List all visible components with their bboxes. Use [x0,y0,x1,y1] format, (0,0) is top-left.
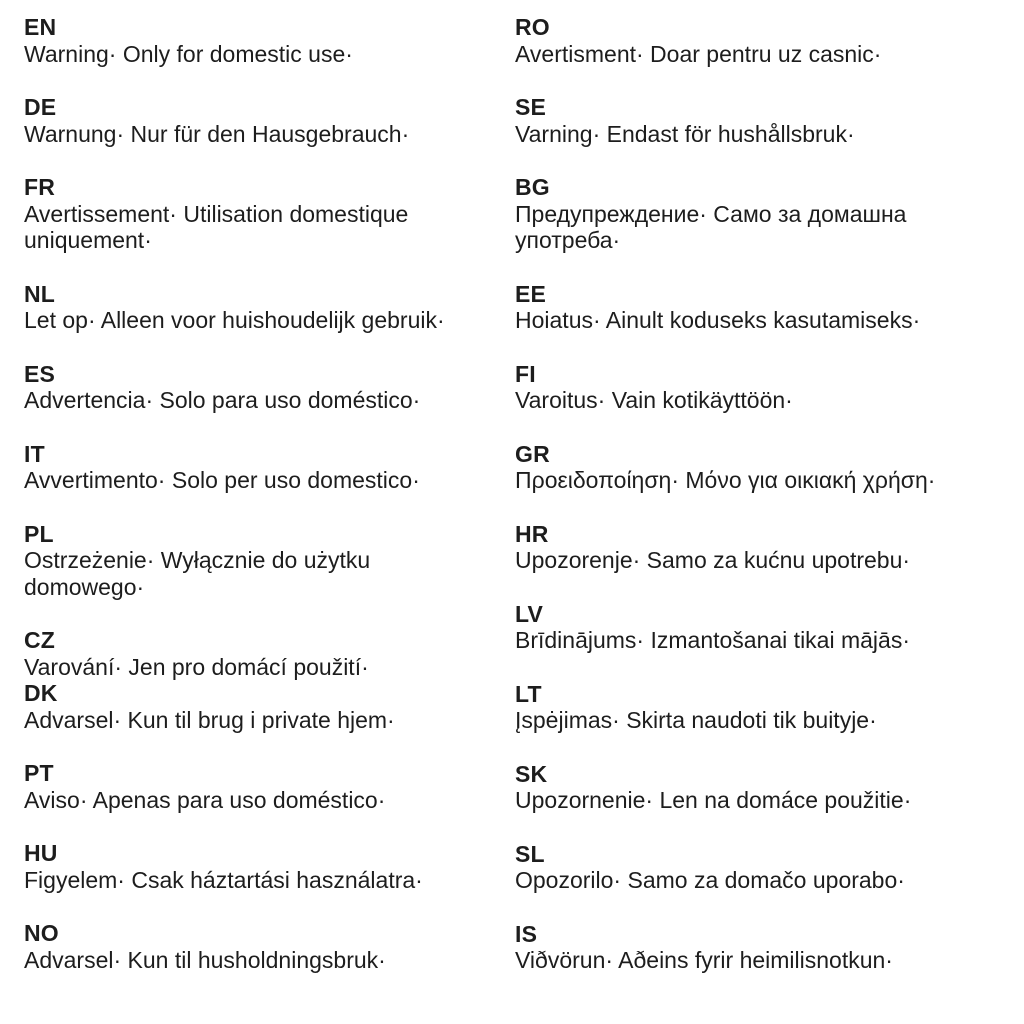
lang-code: IS [515,920,538,947]
lang-code: RO [515,14,550,40]
column-right [515,14,1024,1001]
lang-text-line: Hoiatus· Ainult koduseks kasutamiseks· [515,307,921,333]
lang-text-line: Advertencia· Solo para uso doméstico· [24,387,421,413]
lang-block-lt [515,681,1024,734]
lang-text-line: Avertisment· Doar pentru uz casnic· [515,40,882,67]
lang-code: SE [515,94,547,120]
lang-text-line: Ostrzeżenie· Wyłącznie do użytku [24,547,371,573]
lang-code: PT [24,760,54,786]
lang-code: NO [24,920,59,946]
lang-text-line: Προειδοποίηση· Μόνο για οικιακή χρήση· [515,467,936,493]
lang-block-no [24,920,515,973]
lang-code: HU [24,840,58,866]
lang-text-line: Brīdinājums· Izmantošanai tikai mājās· [515,627,910,653]
lang-text-line: Upozorenje· Samo za kućnu upotrebu· [515,547,911,573]
lang-block-ee [515,281,1024,334]
lang-text-line: Varoitus· Vain kotikäyttöön· [515,387,793,413]
lang-block-pl [24,521,515,601]
lang-text-line: uniquement· [24,227,152,253]
lang-text-line: Upozornenie· Len na domáce použitie· [515,787,912,813]
lang-text-line: Viðvörun· Aðeins fyrir heimilisnotkun· [515,947,893,973]
lang-text-line: Предупреждение· Само за домашна [515,200,907,227]
lang-text-line: Warnung· Nur für den Hausgebrauch· [24,120,410,147]
lang-code: PL [24,520,54,547]
lang-code: ES [24,360,56,387]
lang-code: NL [24,280,56,307]
lang-block-gr [515,441,1024,494]
lang-block-fi [515,361,1024,414]
lang-block-bg [515,174,1024,254]
lang-block-it [24,441,515,494]
lang-code: LV [515,600,544,627]
lang-text-line: Let op· Alleen voor huishoudelijk gebruik· [24,307,445,333]
lang-code: SK [515,760,548,787]
lang-block-fr [24,174,515,254]
lang-code: FI [515,360,536,387]
lang-code: BG [515,174,550,200]
lang-text-line: Avertissement· Utilisation domestique [24,200,409,227]
lang-text-line: domowego· [24,573,145,600]
lang-block-sl [515,841,1024,894]
lang-code: HR [515,520,549,547]
lang-text-line: Advarsel· Kun til brug i private hjem· [24,706,395,733]
lang-text-line: Figyelem· Csak háztartási használatra· [24,866,423,893]
lang-block-dk [24,680,515,733]
lang-block-nl [24,281,515,334]
column-left [24,14,515,1001]
lang-code: DK [24,680,58,706]
lang-code: DE [24,94,57,120]
lang-block-pt [24,760,515,813]
lang-text-line: Varování· Jen pro domácí použití· [24,653,369,680]
lang-code: CZ [24,627,56,653]
lang-code: SL [515,840,545,867]
lang-text-line: Warning· Only for domestic use· [24,40,353,67]
lang-block-en [24,14,515,67]
lang-block-lv [515,601,1024,654]
lang-code: EE [515,280,547,307]
lang-block-hu [24,840,515,893]
lang-code: FR [24,174,56,200]
lang-text-line: Įspėjimas· Skirta naudoti tik buityje· [515,707,877,733]
lang-block-cz [24,627,515,680]
lang-block-de [24,94,515,147]
lang-block-sk [515,761,1024,814]
lang-text-line: Advarsel· Kun til husholdningsbruk· [24,946,386,973]
lang-block-es [24,361,515,414]
lang-code: LT [515,680,542,707]
lang-code: EN [24,14,57,40]
lang-text-line: Opozorilo· Samo za domačo uporabo· [515,867,905,893]
lang-block-hr [515,521,1024,574]
lang-code: IT [24,440,45,467]
lang-text-line: Avvertimento· Solo per uso domestico· [24,467,420,493]
lang-text-line: употреба· [515,227,621,253]
lang-block-se [515,94,1024,147]
lang-block-is [515,921,1024,974]
lang-text-line: Varning· Endast för hushållsbruk· [515,120,855,147]
lang-code: GR [515,440,550,467]
lang-text-line: Aviso· Apenas para uso doméstico· [24,786,386,813]
lang-block-ro [515,14,1024,67]
